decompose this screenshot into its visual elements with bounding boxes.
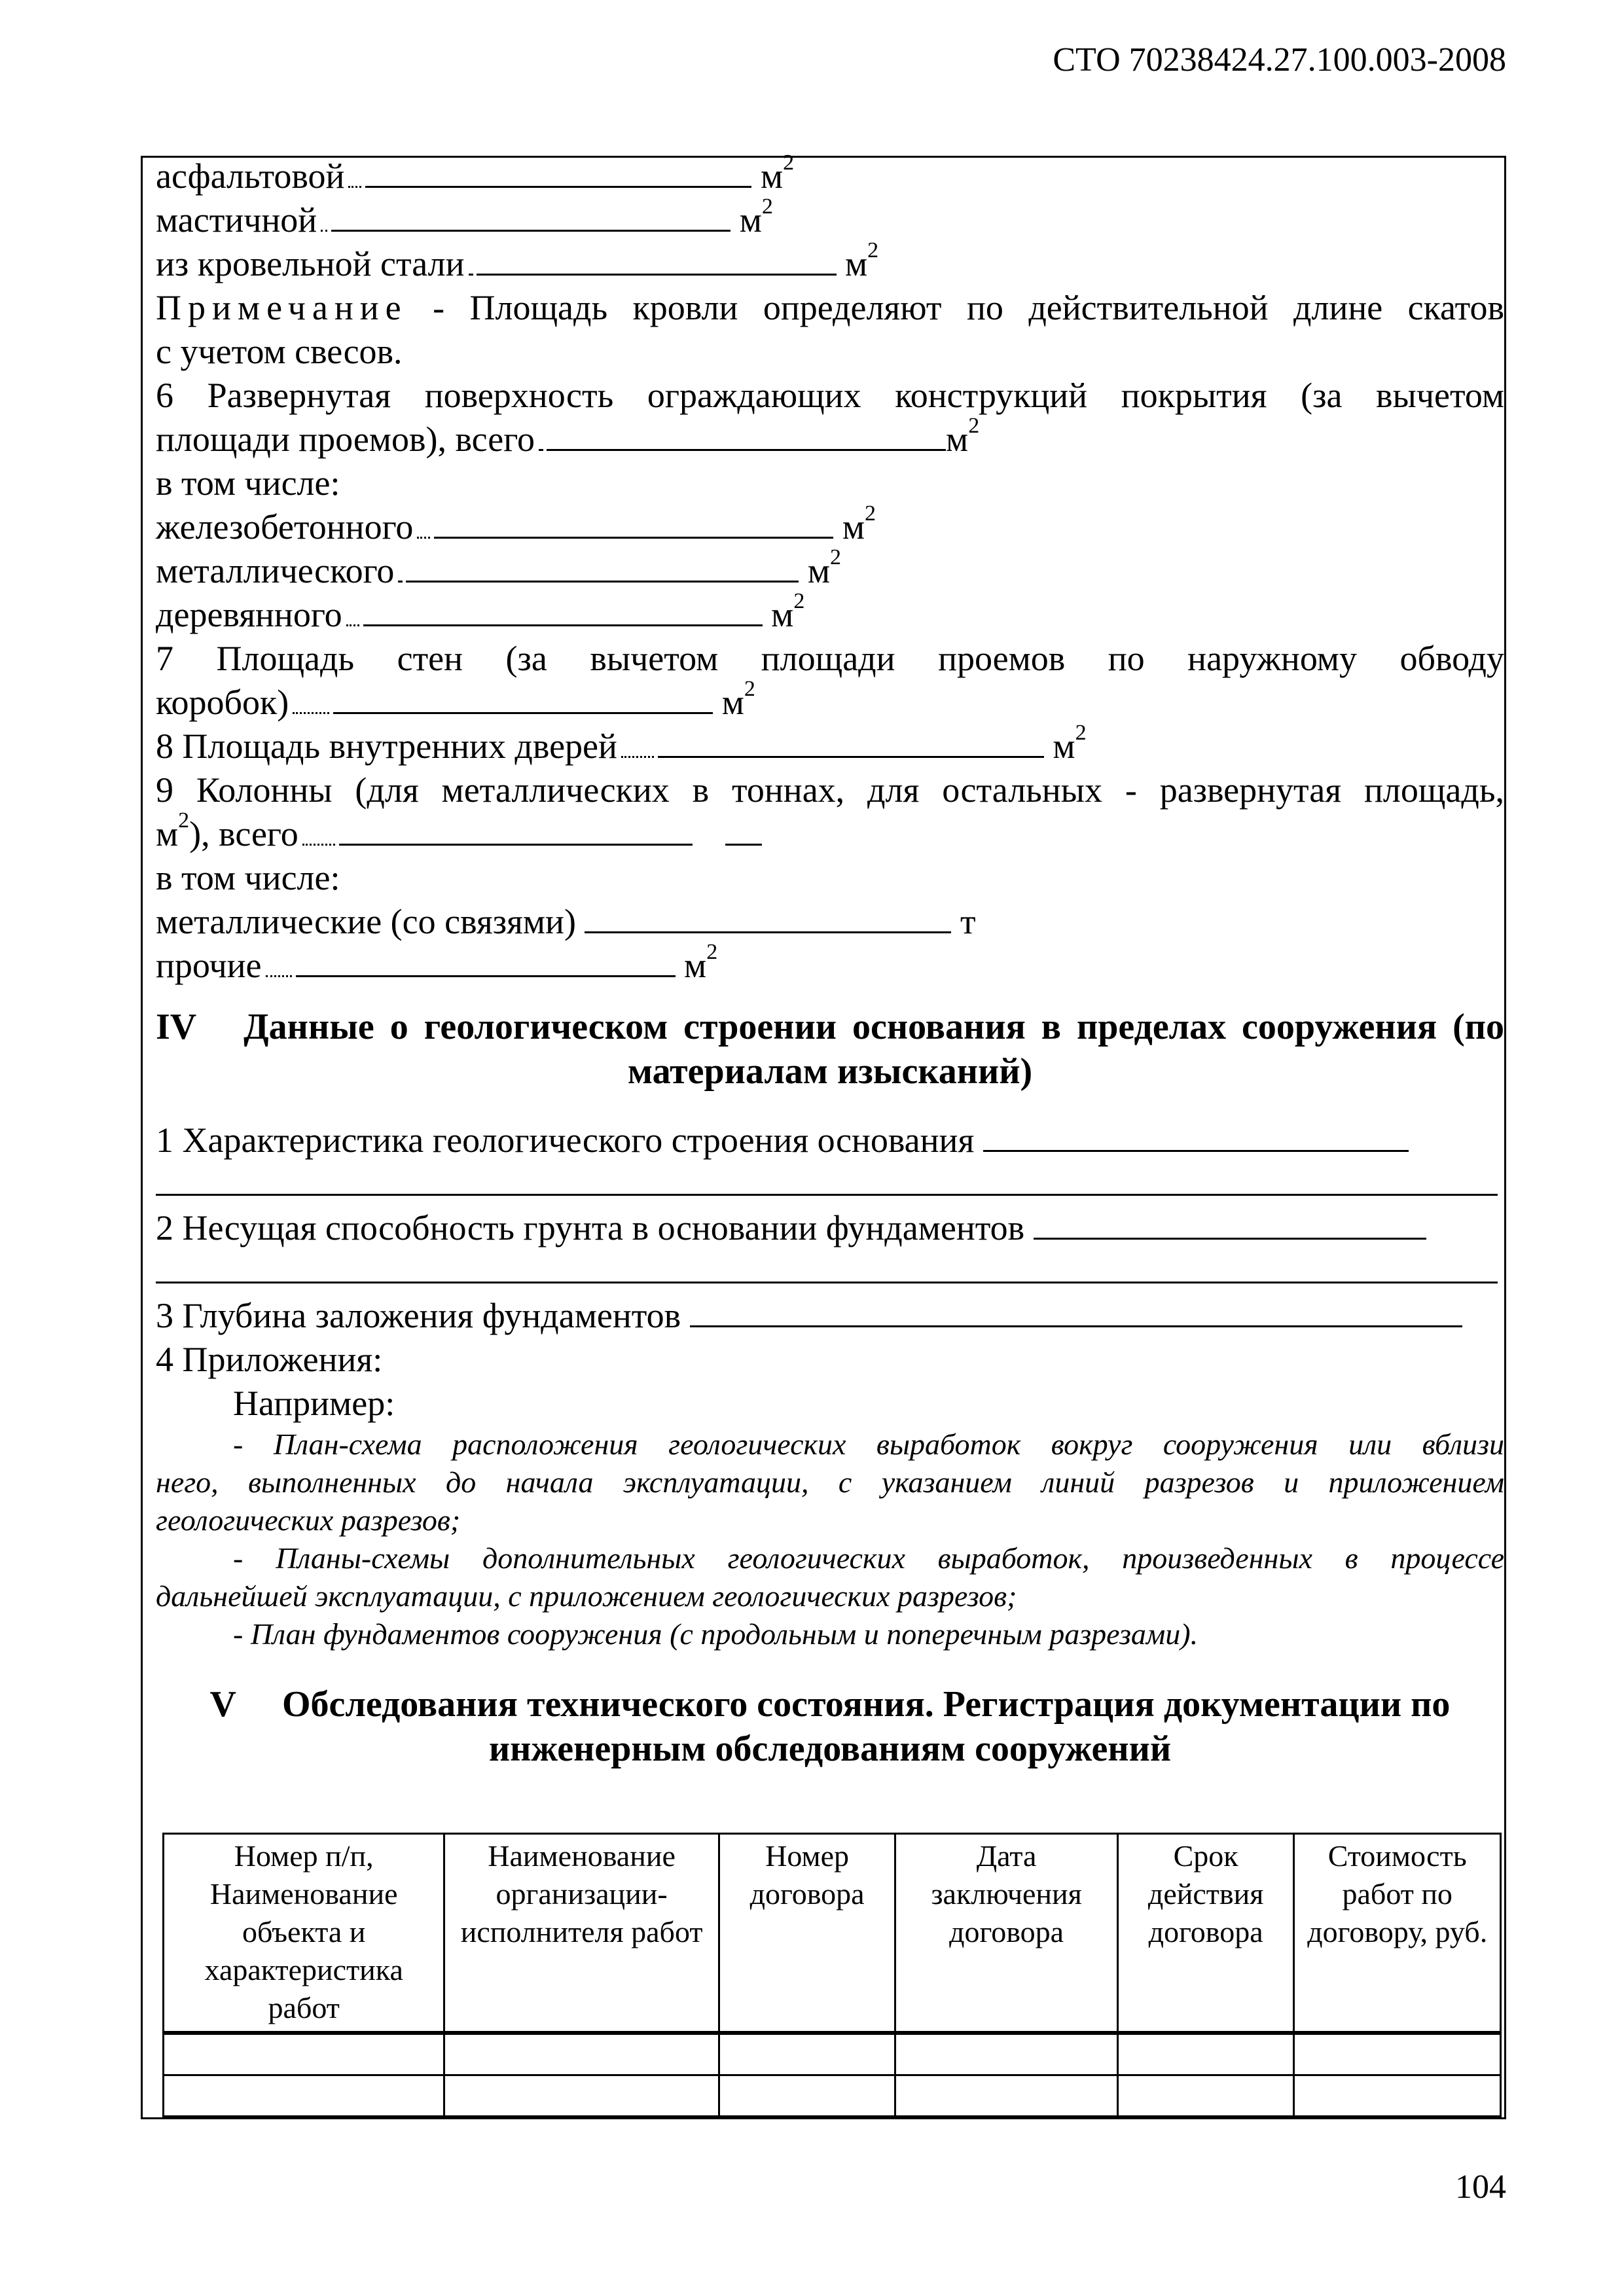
- col-header-cost: Стоимость работ по договору, руб.: [1294, 1834, 1501, 2034]
- table-cell[interactable]: [1117, 2075, 1294, 2117]
- item8-line: 8 Площадь внутренних дверей $м^2$: [156, 721, 1087, 766]
- item9-metal-field[interactable]: [585, 900, 951, 933]
- table-cell[interactable]: [444, 2075, 719, 2117]
- col-header-contract-date: Дата заключения договора: [895, 1834, 1118, 2034]
- table-header-row: [164, 1834, 1501, 2034]
- item9-other-field[interactable]: [296, 944, 676, 977]
- geo-item2-cont: [156, 1250, 1504, 1294]
- section5-heading: V Обследования технического состояния. Регистрация документации по инженерным обследованиям сооружений: [209, 1684, 1451, 1769]
- col-header-object: Номер п/п, Наименование объекта и характеристика работ: [164, 1834, 444, 2034]
- item6-concrete-line: железобетонного $м^2$: [156, 501, 876, 547]
- geo-item4-line: 4 Приложения:: [156, 1340, 383, 1379]
- col-header-contract-term: Срок действия договора: [1117, 1834, 1294, 2034]
- roof-asphalt-field[interactable]: [365, 154, 751, 188]
- item9-total-field[interactable]: [339, 812, 693, 846]
- item6-wood-line: деревянного $м^2$: [156, 589, 805, 634]
- roof-steel-field[interactable]: [477, 242, 837, 276]
- table-cell[interactable]: [895, 2033, 1118, 2075]
- note-line-2: с учетом свесов.: [156, 332, 403, 371]
- table-cell[interactable]: [1294, 2075, 1501, 2117]
- table-row: [164, 2033, 1501, 2075]
- geo-item1-cont: [156, 1162, 1504, 1206]
- item7-field[interactable]: [333, 681, 713, 714]
- form-content: [156, 151, 1505, 1771]
- document-code: СТО 70238424.27.100.003-2008: [1053, 41, 1506, 79]
- attachments-list: [156, 1426, 1504, 1653]
- item9-line-1: 9 Колонны (для металлических в тоннах, для остальных - развернутая площадь,: [156, 770, 1504, 810]
- table-cell[interactable]: [1117, 2033, 1294, 2075]
- item6-incl: в том числе:: [156, 463, 340, 503]
- item6-line-2: площади проемов), всего $м^2$: [156, 414, 980, 459]
- geo-item1-line: 1 Характеристика геологического строения основания: [156, 1119, 1504, 1162]
- attachment-3-line-1: - План фундаментов сооружения (с продольным и поперечным разрезами).: [233, 1617, 1199, 1651]
- col-header-contractor: Наименование организации-исполнителя работ: [444, 1834, 719, 2034]
- item6-concrete-field[interactable]: [434, 505, 833, 539]
- item6-line-1: 6 Развернутая поверхность ограждающих конструкций покрытия (за вычетом: [156, 376, 1504, 415]
- item9-metal-line: металлические (со связями) т: [156, 900, 1504, 944]
- table-cell[interactable]: [444, 2033, 719, 2075]
- inspection-registration-table: [162, 1833, 1502, 2117]
- item9-line-2: $м^2$), всего: [156, 812, 1504, 856]
- item7-line-1: 7 Площадь стен (за вычетом площади проемов по наружному обводу: [156, 639, 1504, 678]
- geo-item2-line: 2 Несущая способность грунта в основании фундаментов: [156, 1206, 1504, 1250]
- roof-mastic-field[interactable]: [331, 198, 731, 232]
- item9-unit-field[interactable]: [725, 812, 762, 846]
- attachment-2-line-1: - Планы-схемы дополнительных геологических выработок, произведенных в процессе: [233, 1541, 1504, 1575]
- roof-asphalt-line: асфальтовой $м^2$: [156, 151, 795, 196]
- geo-item1-field-2[interactable]: [156, 1162, 1498, 1196]
- table-cell[interactable]: [164, 2033, 444, 2075]
- item8-field[interactable]: [658, 725, 1044, 758]
- attachment-1-line-1: - План-схема расположения геологических выработок вокруг сооружения или вблизи: [233, 1427, 1504, 1461]
- section4-heading: IV Данные о геологическом строении основания в пределах сооружения (по материалам изысканий): [156, 1007, 1505, 1092]
- table-cell[interactable]: [164, 2075, 444, 2117]
- note-line-1: Примечание - Площадь кровли определяют по действительной длине скатов: [156, 288, 1505, 327]
- item9-other-line: прочие $м^2$: [156, 940, 718, 985]
- item7-line-2: коробок) $м^2$: [156, 677, 755, 722]
- item6-metal-line: металлического $м^2$: [156, 545, 842, 590]
- col-header-contract-number: Номер договора: [719, 1834, 895, 2034]
- geo-example-line: Например:: [233, 1384, 395, 1423]
- roof-mastic-line: мастичной $м^2$: [156, 194, 773, 240]
- table-cell[interactable]: [719, 2033, 895, 2075]
- page-number: 104: [1455, 2168, 1506, 2206]
- attachment-1-line-3: геологических разрезов;: [156, 1503, 461, 1537]
- table-cell[interactable]: [719, 2075, 895, 2117]
- item9-incl: в том числе:: [156, 858, 340, 897]
- item6-total-field[interactable]: [547, 418, 946, 451]
- table-row: [164, 2075, 1501, 2117]
- geo-item3-line: 3 Глубина заложения фундаментов: [156, 1294, 1504, 1338]
- geo-item1-field[interactable]: [983, 1119, 1409, 1152]
- item6-wood-field[interactable]: [363, 593, 763, 626]
- attachment-1-line-2: него, выполненных до начала эксплуатации, с указанием линий разрезов и приложением: [156, 1465, 1504, 1499]
- attachment-2-line-2: дальнейшей эксплуатации, с приложением геологических разрезов;: [156, 1579, 1017, 1613]
- geo-item2-field[interactable]: [1034, 1206, 1426, 1240]
- geo-item2-field-2[interactable]: [156, 1250, 1498, 1283]
- table-cell[interactable]: [1294, 2033, 1501, 2075]
- roof-steel-line: из кровельной стали $м^2$: [156, 238, 879, 283]
- item6-metal-field[interactable]: [406, 549, 799, 583]
- table-cell[interactable]: [895, 2075, 1118, 2117]
- geo-item3-field[interactable]: [690, 1294, 1462, 1327]
